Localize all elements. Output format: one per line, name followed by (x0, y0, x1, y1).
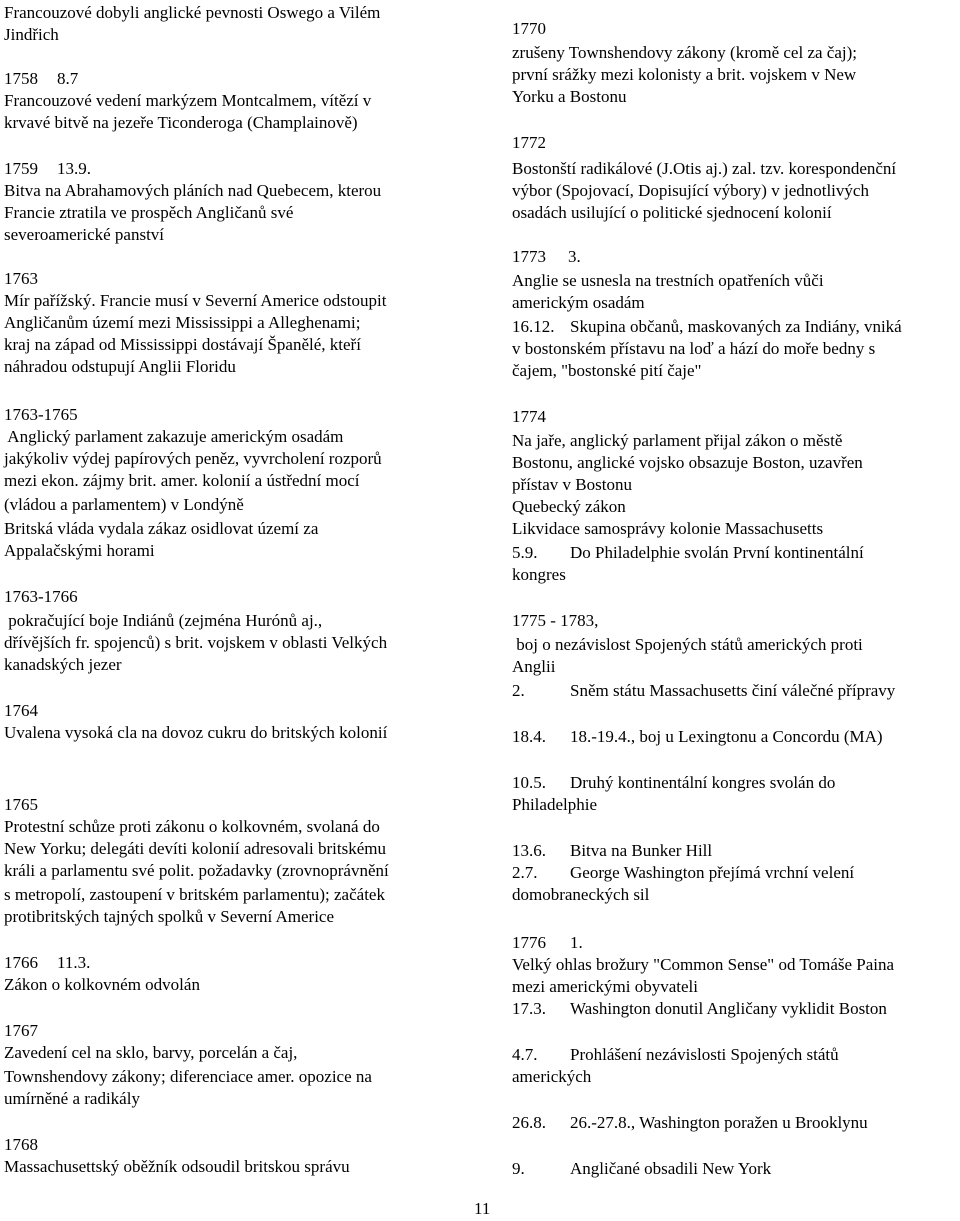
dated-entry: 16.12. Skupina občanů, maskovaných za Indiány, vniká (512, 317, 902, 336)
text-line: jakýkoliv výdej papírových peněz, vyvrcholení rozporů (4, 449, 382, 468)
text-line: Na jaře, anglický parlament přijal zákon o městě (512, 431, 843, 450)
date-heading: 1763-1765 (4, 405, 78, 424)
text-line: Francie ztratila ve prospěch Angličanů své (4, 203, 294, 222)
date-heading: 1775 - 1783, (512, 611, 599, 630)
dated-entry: 17.3. Washington donutil Angličany vyklidit Boston (512, 999, 887, 1018)
text-line: s metropolí, zastoupení v britském parlamentu); začátek (4, 885, 385, 904)
text-line: Francouzové dobyli anglické pevnosti Oswego a Vilém (4, 3, 381, 22)
date-heading: 1774 (512, 407, 546, 426)
text-line: králi a parlamentu své polit. požadavky (zrovnoprávnění (4, 861, 389, 880)
text-line: mezi americkými obyvateli (512, 977, 698, 996)
text-line: umírněné a radikály (4, 1089, 140, 1108)
text-line: Quebecký zákon (512, 497, 626, 516)
date-heading: 1763 (4, 269, 38, 288)
date-heading: 1772 (512, 133, 546, 152)
text-line: protibritských tajných spolků v Severní Americe (4, 907, 335, 926)
text-line: Townshendovy zákony; diferenciace amer. opozice na (4, 1067, 372, 1086)
text-line: Anglii (512, 657, 556, 676)
text-line: Mír pařížský. Francie musí v Severní Americe odstoupit (4, 291, 387, 310)
text-line: Massachusettský oběžník odsoudil britskou správu (4, 1157, 350, 1176)
text-line: Angličanům území mezi Mississippi a Alleghenami; (4, 313, 361, 332)
date-heading: 1765 (4, 795, 38, 814)
text-line: přístav v Bostonu (512, 475, 632, 494)
text-line: americkým osadám (512, 293, 645, 312)
text-line: boj o nezávislost Spojených států amerických proti (512, 635, 863, 654)
text-line: pokračující boje Indiánů (zejména Hurónů aj., (4, 611, 323, 630)
text-line: kanadských jezer (4, 655, 122, 674)
text-line: (vládou a parlamentem) v Londýně (4, 495, 244, 514)
text-line: kraj na západ od Mississippi dostávají Španělé, kteří (4, 335, 361, 354)
text-line: dřívějších fr. spojenců) s brit. vojskem v oblasti Velkých (4, 633, 388, 652)
date-heading: 1767 (4, 1021, 38, 1040)
text-line: Bostonu, anglické vojsko obsazuje Boston, uzavřen (512, 453, 863, 472)
text-line: Uvalena vysoká cla na dovoz cukru do britských kolonií (4, 723, 388, 742)
text-line: zrušeny Townshendovy zákony (kromě cel za čaj); (512, 43, 857, 62)
date-heading: 1770 (512, 19, 546, 38)
text-line: krvavé bitvě na jezeře Ticonderoga (Champlainově) (4, 113, 358, 132)
dated-entry: 9. Angličané obsadili New York (512, 1159, 772, 1178)
date-heading: 1766 11.3. (4, 953, 91, 972)
text-line: severoamerické panství (4, 225, 165, 244)
text-line: Philadelphie (512, 795, 597, 814)
dated-entry: 26.8. 26.-27.8., Washington poražen u Brooklynu (512, 1113, 868, 1132)
date-heading: 1763-1766 (4, 587, 78, 606)
page-number: 11 (474, 1199, 491, 1218)
text-line: první srážky mezi kolonisty a brit. vojskem v New (512, 65, 857, 84)
dated-entry: 10.5. Druhý kontinentální kongres svolán do (512, 773, 836, 792)
text-line: náhradou odstupují Anglii Floridu (4, 357, 236, 376)
text-line: amerických (512, 1067, 592, 1086)
text-line: New Yorku; delegáti devíti kolonií adresovali britskému (4, 839, 386, 858)
text-line: Zákon o kolkovném odvolán (4, 975, 200, 994)
text-line: domobraneckých sil (512, 885, 650, 904)
text-line: čajem, "bostonské pití čaje" (512, 361, 702, 380)
dated-entry: 2. Sněm státu Massachusetts činí válečné přípravy (512, 681, 896, 700)
text-line: v bostonském přístavu na loď a hází do moře bedny s (512, 339, 876, 358)
text-line: Bitva na Abrahamových pláních nad Quebecem, kterou (4, 181, 382, 200)
text-line: výbor (Spojovací, Dopisující výbory) v jednotlivých (512, 181, 869, 200)
text-line: Appalačskými horami (4, 541, 155, 560)
date-heading: 1764 (4, 701, 38, 720)
date-heading: 1776 1. (512, 933, 583, 952)
text-line: Francouzové vedení markýzem Montcalmem, vítězí v (4, 91, 372, 110)
dated-entry: 5.9. Do Philadelphie svolán První kontinentální (512, 543, 864, 562)
text-line: mezi ekon. zájmy brit. amer. kolonií a ústřední mocí (4, 471, 360, 490)
dated-entry: 2.7. George Washington přejímá vrchní velení (512, 863, 855, 882)
text-line: Likvidace samosprávy kolonie Massachusetts (512, 519, 824, 538)
text-line: Zavedení cel na sklo, barvy, porcelán a čaj, (4, 1043, 298, 1062)
date-heading: 1758 8.7 (4, 69, 79, 88)
text-line: Britská vláda vydala zákaz osidlovat území za (4, 519, 319, 538)
date-heading: 1768 (4, 1135, 38, 1154)
text-line: Bostonští radikálové (J.Otis aj.) zal. tzv. korespondenční (512, 159, 897, 178)
text-line: Velký ohlas brožury "Common Sense" od Tomáše Paina (512, 955, 895, 974)
text-line: Yorku a Bostonu (512, 87, 627, 106)
text-line: Anglický parlament zakazuje americkým osadám (4, 427, 344, 446)
text-line: Jindřich (4, 25, 59, 44)
text-line: Anglie se usnesla na trestních opatřeních vůči (512, 271, 824, 290)
date-heading: 1773 3. (512, 247, 581, 266)
dated-entry: 18.4. 18.-19.4., boj u Lexingtonu a Concordu (MA) (512, 727, 883, 746)
dated-entry: 13.6. Bitva na Bunker Hill (512, 841, 713, 860)
date-heading: 1759 13.9. (4, 159, 91, 178)
text-line: osadách usilující o politické sjednocení kolonií (512, 203, 832, 222)
text-line: kongres (512, 565, 566, 584)
dated-entry: 4.7. Prohlášení nezávislosti Spojených států (512, 1045, 839, 1064)
text-line: Protestní schůze proti zákonu o kolkovném, svolaná do (4, 817, 380, 836)
